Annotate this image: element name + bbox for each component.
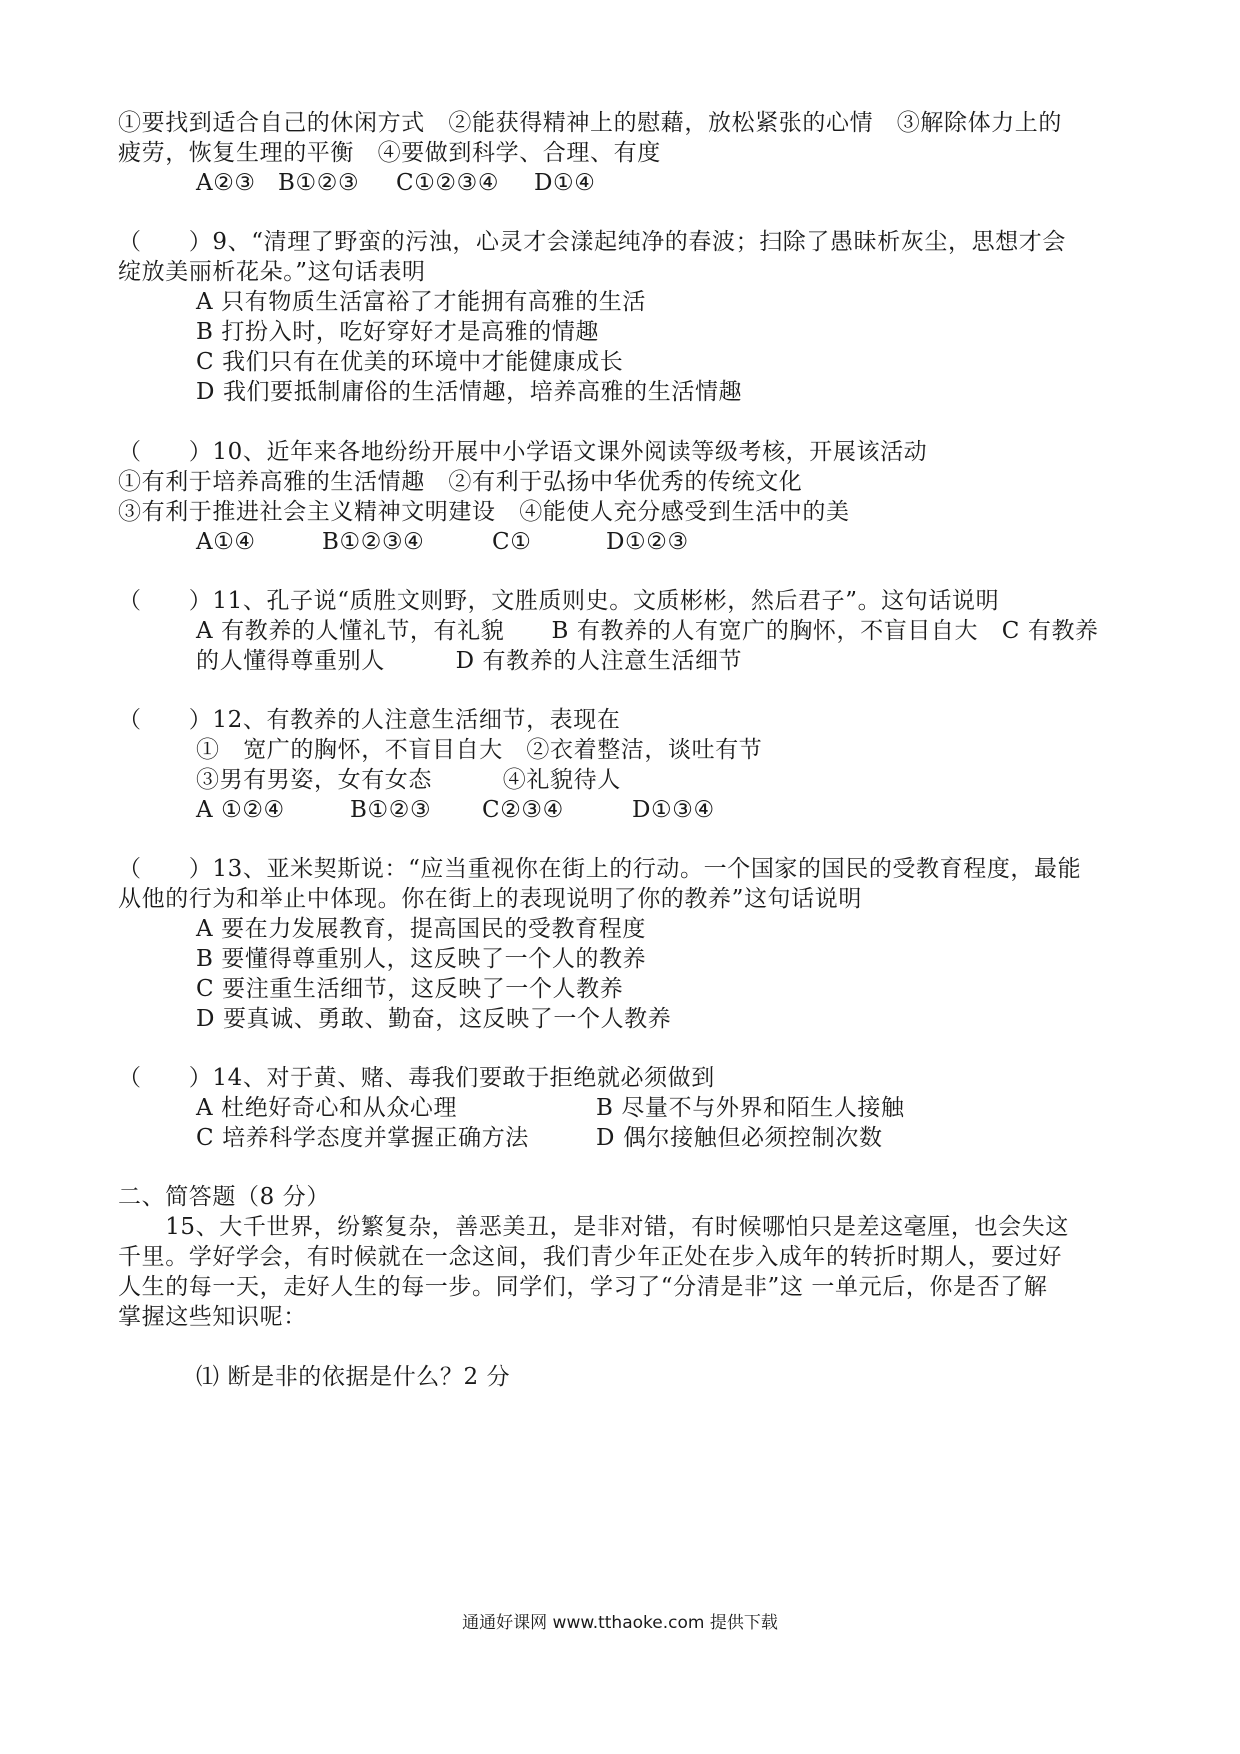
choice-a: A①④ [196,529,256,555]
q12-stem: （ ）12、有教养的人注意生活细节，表现在 [118,707,621,733]
choice-d: D①③④ [632,797,715,823]
q13-option-d: D 要真诚、勇敢、勤奋，这反映了一个人教养 [196,1006,672,1032]
q13-stem-line-1: （ ）13、亚米契斯说：“应当重视你在街上的行动。一个国家的国民的受教育程度，最能 [118,856,1082,882]
choice-c: C①②③④ [396,170,500,196]
q11-stem: （ ）11、孔子说“质胜文则野，文胜质则史。文质彬彬，然后君子”。这句话说明 [118,588,1000,614]
q11-options-line-2: 的人懂得尊重别人 D 有教养的人注意生活细节 [196,648,743,674]
q12-answer-choices [196,795,715,825]
q14-stem: （ ）14、对于黄、赌、毒我们要敢于拒绝就必须做到 [118,1065,715,1091]
choice-a: A②③ [196,170,256,196]
q15-paragraph-line-4: 掌握这些知识呢： [118,1304,307,1330]
choice-b: B①②③ [278,170,360,196]
q13-option-b: B 要懂得尊重别人，这反映了一个人的教养 [196,946,647,972]
page-footer: 通通好课网 www.tthaoke.com 提供下载 [462,1613,778,1633]
choice-b: B①②③④ [322,529,425,555]
choice-c: C②③④ [482,797,564,823]
q14-option-a: A 杜绝好奇心和从众心理 [196,1095,458,1121]
q14-option-b: B 尽量不与外界和陌生人接触 [596,1095,905,1121]
q15-paragraph-line-2: 千里。学好学会，有时候就在一念这间，我们青少年正处在步入成年的转折时期人，要过好 [118,1244,1062,1270]
q13-stem-line-2: 从他的行为和举止中体现。你在街上的表现说明了你的教养”这句话说明 [118,886,862,912]
q10-statements-line-1: ①有利于培养高雅的生活情趣 ②有利于弘扬中华优秀的传统文化 [118,469,803,495]
q8-answer-choices [196,168,595,198]
q12-statements-line-2: ③男有男姿，女有女态 ④礼貌待人 [196,767,621,793]
q8-options-line-1: ①要找到适合自己的休闲方式 ②能获得精神上的慰藉，放松紧张的心情 ③解除体力上的 [118,110,1062,136]
q14-option-c: C 培养科学态度并掌握正确方法 [196,1125,529,1151]
choice-c: C① [492,529,532,555]
choice-d: D①②③ [606,529,689,555]
section-heading: 二、简答题（8 分） [118,1184,330,1210]
q15-paragraph-line-1: 15、大千世界，纷繁复杂，善恶美丑，是非对错，有时候哪怕只是差这毫厘，也会失这 [118,1214,1069,1240]
q13-option-c: C 要注重生活细节，这反映了一个人教养 [196,976,624,1002]
q10-answer-choices [196,527,689,557]
q13-option-a: A 要在力发展教育，提高国民的受教育程度 [196,916,646,942]
q8-options-line-2: 疲劳，恢复生理的平衡 ④要做到科学、合理、有度 [118,140,661,166]
q9-stem-line-1: （ ）9、“清理了野蛮的污浊，心灵才会漾起纯净的春波；扫除了愚昧析灰尘，思想才会 [118,229,1066,255]
q15-paragraph-line-3: 人生的每一天，走好人生的每一步。同学们，学习了“分清是非”这 一单元后，你是否了解 [118,1274,1048,1300]
q10-statements-line-2: ③有利于推进社会主义精神文明建设 ④能使人充分感受到生活中的美 [118,499,850,525]
q9-stem-line-2: 绽放美丽析花朵。”这句话表明 [118,259,426,285]
q10-stem: （ ）10、近年来各地纷纷开展中小学语文课外阅读等级考核，开展该活动 [118,439,928,465]
q9-option-a: A 只有物质生活富裕了才能拥有高雅的生活 [196,289,646,315]
q14-options-line-2 [196,1123,883,1153]
q9-option-c: C 我们只有在优美的环境中才能健康成长 [196,349,624,375]
q12-statements-line-1: ① 宽广的胸怀，不盲目自大 ②衣着整洁，谈吐有节 [196,737,763,763]
q14-option-d: D 偶尔接触但必须控制次数 [596,1125,883,1151]
choice-b: B①②③ [350,797,432,823]
q11-options-line-1: A 有教养的人懂礼节，有礼貌 B 有教养的人有宽广的胸怀，不盲目自大 C 有教养 [196,618,1099,644]
choice-d: D①④ [534,170,596,196]
choice-a: A ①②④ [196,797,285,823]
q9-option-d: D 我们要抵制庸俗的生活情趣，培养高雅的生活情趣 [196,379,743,405]
q9-option-b: B 打扮入时，吃好穿好才是高雅的情趣 [196,319,600,345]
q15-subquestion-1: ⑴ 断是非的依据是什么？2 分 [196,1364,511,1390]
q14-options-line-1 [196,1093,905,1123]
